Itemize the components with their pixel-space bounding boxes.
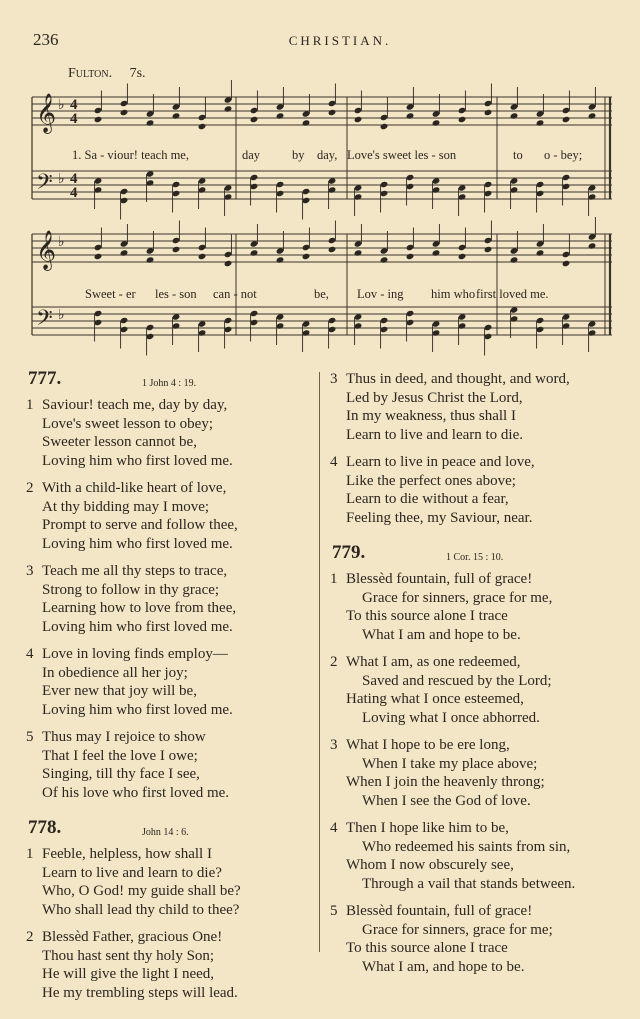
note-head: [562, 260, 571, 267]
note-head: [146, 119, 155, 126]
verse-line: [330, 672, 630, 691]
hymn-column-right: [330, 370, 630, 993]
verse-text: Feeble, helpless, how shall I: [42, 846, 212, 862]
verse-line: [330, 407, 630, 426]
note-head: [94, 116, 103, 123]
bass-clef: 𝄢: [36, 306, 53, 336]
clef-symbols: [36, 93, 78, 336]
verse-line: [330, 958, 630, 977]
verse-line: [330, 472, 630, 491]
time-signature: 4: [70, 111, 78, 127]
verse-text: Learn to die without a fear,: [346, 491, 509, 507]
stanza-number: 1: [26, 846, 34, 862]
hymn-column-left: [26, 370, 316, 1019]
verse-text: When I see the God of love.: [362, 792, 531, 809]
stanza-number: 1: [26, 397, 34, 413]
note-head: [588, 112, 597, 119]
verse-line: [330, 939, 630, 958]
stanza: [330, 653, 630, 727]
stanza-number: 5: [330, 903, 338, 919]
verse-text: Grace for sinners, grace for me;: [362, 921, 553, 938]
note-head: [250, 249, 259, 256]
verse-line: [26, 765, 316, 784]
verse-text: Learn to live and learn to die.: [346, 426, 524, 443]
verse-line: [330, 426, 630, 445]
lyric-syllable: be,: [314, 287, 329, 301]
verse-line: [330, 389, 630, 408]
lyric-syllable: to: [513, 148, 523, 162]
stanza: [330, 736, 630, 810]
lyric-syllable: o - bey;: [544, 148, 583, 162]
hymn-spacer: [330, 536, 630, 544]
verse-text: Teach me all thy steps to trace,: [42, 563, 228, 579]
verse-line: [330, 509, 630, 528]
flat-sign: ♭: [58, 171, 65, 187]
verse-line: [26, 535, 316, 554]
note-head: [588, 242, 597, 249]
tune-title: Fulton.: [68, 66, 113, 81]
verse-text: Love's sweet lesson to obey;: [42, 415, 214, 432]
verse-text: Like the perfect ones above;: [346, 472, 516, 489]
verse-line: [26, 645, 316, 664]
lyric-syllable: him who: [431, 287, 476, 301]
verse-line: [26, 747, 316, 766]
verse-line: [26, 845, 316, 864]
note-head: [354, 249, 363, 256]
stanza-number: 4: [26, 646, 34, 662]
stanza-number: 3: [330, 737, 338, 753]
hymn-number: 779.: [332, 542, 366, 563]
verse-line: [330, 453, 630, 472]
treble-clef: 𝄞: [36, 93, 57, 133]
verse-text: With a child-like heart of love,: [42, 480, 227, 496]
stanza: [330, 570, 630, 644]
stanza-number: 2: [330, 654, 338, 670]
verse-text: Love in loving finds employ—: [42, 646, 228, 662]
lyric-syllable: by: [292, 148, 305, 162]
verse-line: [26, 581, 316, 600]
stanza: [26, 728, 316, 802]
verse-line: [26, 701, 316, 720]
verse-text: Learn to live and learn to die?: [42, 864, 222, 881]
verse-text: Thus may I rejoice to show: [42, 729, 206, 745]
stanza: [330, 370, 630, 444]
verse-line: [330, 626, 630, 645]
verse-line: [330, 736, 630, 755]
verse-line: [26, 415, 316, 434]
verse-line: [330, 773, 630, 792]
note-head: [458, 253, 467, 260]
note-head: [380, 123, 389, 130]
stanza: [330, 902, 630, 976]
lyric-syllable: 1. Sa - viour! teach me,: [72, 148, 189, 162]
verse-text: Thus in deed, and thought, and word,: [346, 371, 570, 387]
verse-line: [26, 516, 316, 535]
note-head: [198, 123, 207, 130]
verse-line: [26, 618, 316, 637]
verse-text: Grace for sinners, grace for me,: [362, 589, 553, 606]
running-title: CHRISTIAN.: [288, 33, 392, 48]
verse-text: Then I hope like him to be,: [346, 820, 509, 836]
treble-clef: 𝄞: [36, 230, 57, 270]
verse-text: Learning how to love from thee,: [42, 600, 237, 616]
verse-text: Loving him who first loved me.: [42, 701, 233, 718]
page-number: 236: [33, 30, 59, 49]
verse-text: Whom I now obscurely see,: [346, 857, 514, 873]
verse-line: [330, 792, 630, 811]
verse-text: What I am, and hope to be.: [362, 958, 525, 975]
note-head: [120, 109, 129, 116]
note-head: [172, 246, 181, 253]
verse-line: [26, 433, 316, 452]
hymn-heading: [330, 544, 630, 570]
verse-text: At thy bidding may I move;: [42, 498, 210, 515]
verse-text: When I join the heavenly throng;: [346, 774, 545, 790]
verse-text: Led by Jesus Christ the Lord,: [346, 389, 523, 406]
verse-text: Learn to live in peace and love,: [346, 454, 535, 470]
hymn-heading: [26, 819, 316, 845]
stanza-number: 4: [330, 820, 338, 836]
note-head: [224, 260, 233, 267]
verse-line: [26, 479, 316, 498]
note-head: [302, 253, 311, 260]
verse-text: What I am, as one redeemed,: [346, 654, 521, 670]
verse-line: [26, 965, 316, 984]
note-head: [536, 119, 545, 126]
note-head: [484, 109, 493, 116]
verse-line: [330, 690, 630, 709]
note-head: [458, 116, 467, 123]
note-head: [146, 256, 155, 263]
verse-line: [26, 682, 316, 701]
verse-line: [26, 498, 316, 517]
time-signature: 4: [70, 185, 78, 201]
scripture-reference: John 14 : 6.: [142, 827, 189, 838]
verse-text: Loving him who first loved me.: [42, 618, 233, 635]
verse-line: [26, 984, 316, 1003]
verse-text: Who redeemed his saints from sin,: [362, 838, 571, 855]
note-head: [536, 249, 545, 256]
verse-text: He my trembling steps will lead.: [42, 984, 238, 1001]
verse-text: To this source alone I trace: [346, 608, 508, 624]
verse-text: Who, O God! my guide shall be?: [42, 883, 241, 899]
hymn-spacer: [26, 1011, 316, 1019]
bass-clef: 𝄢: [36, 170, 53, 200]
verse-line: [26, 562, 316, 581]
verse-text: What I hope to be ere long,: [346, 737, 510, 753]
note-head: [94, 253, 103, 260]
verse-text: Blessèd Father, gracious One!: [42, 929, 223, 945]
verse-line: [330, 755, 630, 774]
verse-text: That I feel the love I owe;: [42, 747, 198, 764]
stanza-number: 2: [26, 480, 34, 496]
lyric-syllable: day: [242, 148, 261, 162]
verse-line: [26, 882, 316, 901]
verse-text: In obedience all her joy;: [42, 664, 188, 681]
note-head: [510, 112, 519, 119]
lyric-syllable: first loved me.: [476, 287, 549, 301]
note-head: [172, 112, 181, 119]
verse-line: [26, 864, 316, 883]
verse-line: [330, 607, 630, 626]
verse-line: [26, 599, 316, 618]
flat-sign: ♭: [58, 97, 65, 113]
stanza: [26, 396, 316, 470]
note-head: [484, 246, 493, 253]
verse-line: [26, 664, 316, 683]
verse-text: In my weakness, thus shall I: [346, 408, 516, 424]
flat-sign: ♭: [58, 307, 65, 323]
note-head: [432, 249, 441, 256]
time-signature: 4: [70, 171, 78, 187]
verse-line: [330, 875, 630, 894]
verse-line: [330, 709, 630, 728]
hymn-number: 777.: [28, 368, 62, 389]
hymn-spacer: [330, 985, 630, 993]
verse-line: [26, 928, 316, 947]
verse-text: Loving him who first loved me.: [42, 535, 233, 552]
verse-text: Saved and rescued by the Lord;: [362, 672, 552, 689]
lyric-syllable: Sweet - er: [85, 287, 136, 301]
lyric-syllable: can - not: [213, 287, 257, 301]
hymn-spacer: [26, 811, 316, 819]
hymn-number: 778.: [28, 817, 62, 838]
stanza-number: 4: [330, 454, 338, 470]
note-head: [406, 253, 415, 260]
verse-text: Prompt to serve and follow thee,: [42, 517, 238, 533]
note-head: [510, 256, 519, 263]
verse-text: Blessèd fountain, full of grace!: [346, 571, 533, 587]
verse-line: [26, 947, 316, 966]
stanza-number: 2: [26, 929, 34, 945]
verse-line: [330, 589, 630, 608]
stanza: [26, 479, 316, 553]
note-head: [120, 249, 129, 256]
verse-line: [26, 784, 316, 803]
note-head: [328, 109, 337, 116]
verse-text: Feeling thee, my Saviour, near.: [346, 509, 533, 526]
verse-text: Strong to follow in thy grace;: [42, 581, 220, 598]
verse-line: [26, 728, 316, 747]
verse-text: He will give the light I need,: [42, 966, 215, 982]
stanza: [330, 819, 630, 893]
note-head: [250, 116, 259, 123]
stanza: [26, 562, 316, 636]
music-score: [0, 0, 640, 372]
column-divider: [319, 372, 320, 952]
tune-meter: 7s.: [129, 66, 146, 81]
lyric-syllable: les - son: [155, 287, 197, 301]
verse-text: To this source alone I trace: [346, 940, 508, 956]
note-head: [328, 246, 337, 253]
verse-text: What I am and hope to be.: [362, 626, 521, 643]
flat-sign: ♭: [58, 234, 65, 250]
verse-text: Of his love who first loved me.: [42, 784, 230, 801]
verse-text: Loving what I once abhorred.: [362, 709, 540, 726]
stanza: [26, 928, 316, 1002]
stanza-number: 3: [26, 563, 34, 579]
verse-text: Through a vail that stands between.: [362, 875, 576, 892]
verse-line: [26, 452, 316, 471]
verse-line: [330, 370, 630, 389]
verse-text: Thou hast sent thy holy Son;: [42, 947, 215, 964]
note-head: [432, 119, 441, 126]
hymn-heading: [26, 370, 316, 396]
stanza-number: 1: [330, 571, 338, 587]
verse-line: [330, 490, 630, 509]
verse-line: [330, 653, 630, 672]
verse-line: [330, 856, 630, 875]
note-head: [198, 253, 207, 260]
time-signature: 4: [70, 97, 78, 113]
verse-text: Hating what I once esteemed,: [346, 691, 524, 707]
note-head: [276, 112, 285, 119]
note-head: [354, 116, 363, 123]
verse-text: Loving him who first loved me.: [42, 452, 233, 469]
lyric-syllable: Love's sweet les - son: [347, 148, 457, 162]
stanza-number: 5: [26, 729, 34, 745]
note-head: [276, 256, 285, 263]
verse-line: [26, 901, 316, 920]
scripture-reference: 1 John 4 : 19.: [142, 378, 197, 389]
verse-text: Sweeter lesson cannot be,: [42, 434, 197, 450]
verse-text: Blessèd fountain, full of grace!: [346, 903, 533, 919]
verse-line: [26, 396, 316, 415]
verse-text: Ever new that joy will be,: [42, 683, 197, 699]
stanza: [26, 645, 316, 719]
lyric-syllable: day,: [317, 148, 338, 162]
verse-line: [330, 902, 630, 921]
verse-text: Singing, till thy face I see,: [42, 766, 200, 782]
verse-line: [330, 921, 630, 940]
stanza: [330, 453, 630, 527]
verse-line: [330, 570, 630, 589]
verse-text: Saviour! teach me, day by day,: [42, 397, 228, 413]
note-head: [302, 119, 311, 126]
stanza-number: 3: [330, 371, 338, 387]
verse-text: Who shall lead thy child to thee?: [42, 901, 240, 918]
note-head: [406, 112, 415, 119]
verse-line: [330, 838, 630, 857]
note-head: [380, 256, 389, 263]
scripture-reference: 1 Cor. 15 : 10.: [446, 552, 504, 563]
verse-text: When I take my place above;: [362, 755, 538, 772]
note-head: [562, 116, 571, 123]
note-head: [224, 105, 233, 112]
lyric-syllable: Lov - ing: [357, 287, 404, 301]
verse-line: [330, 819, 630, 838]
stanza: [26, 845, 316, 919]
